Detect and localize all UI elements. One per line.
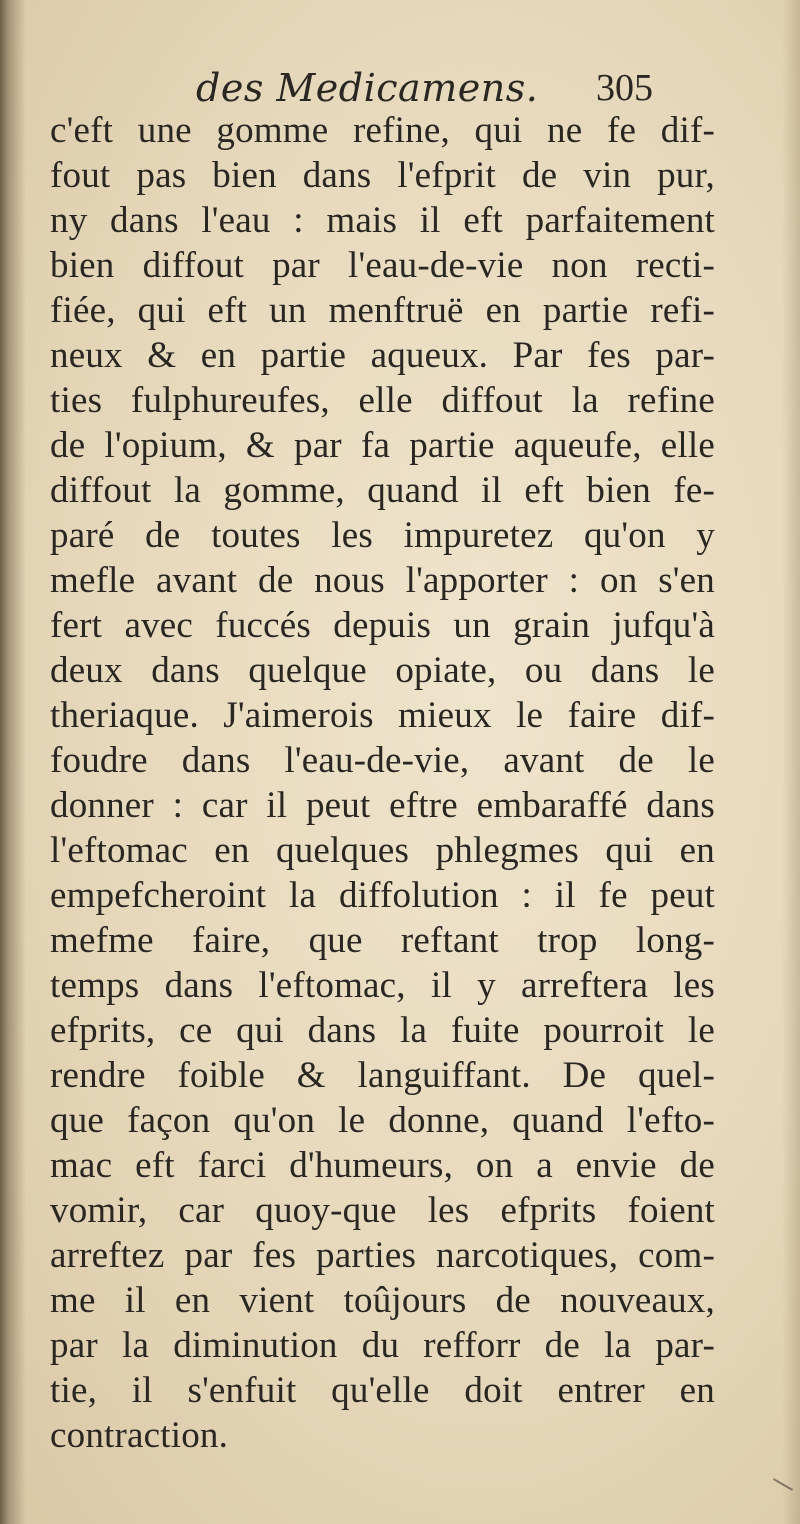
- text-line: que façon qu'on le donne, quand l'efto-: [50, 1100, 715, 1141]
- text-line: ties fulphureufes, elle diffout la refine: [50, 380, 715, 421]
- text-line: me il en vient toûjours de nouveaux,: [50, 1280, 715, 1321]
- text-line: theriaque. J'aimerois mieux le faire dif-: [50, 695, 715, 736]
- text-line: empefcheroint la diffolution : il fe peut: [50, 875, 715, 916]
- binding-gutter-shadow: [0, 0, 26, 1524]
- text-line: tie, il s'enfuit qu'elle doit entrer en: [50, 1370, 715, 1411]
- text-line: efprits, ce qui dans la fuite pourroit le: [50, 1010, 715, 1051]
- text-line: mefle avant de nous l'apporter : on s'en: [50, 560, 715, 601]
- text-line: l'eftomac en quelques phlegmes qui en: [50, 830, 715, 871]
- text-line: paré de toutes les impuretez qu'on y: [50, 515, 715, 556]
- text-line: rendre foible & languiffant. De quel-: [50, 1055, 715, 1096]
- text-line: arreftez par fes parties narcotiques, com-: [50, 1235, 715, 1276]
- text-line: bien diffout par l'eau-de-vie non recti-: [50, 245, 715, 286]
- text-line: c'eft une gomme refine, qui ne fe dif-: [50, 110, 715, 151]
- body-text: [50, 108, 715, 1458]
- page-edge-stain: [782, 0, 800, 1524]
- text-line: fiée, qui eft un menftruë en partie refi-: [50, 290, 715, 331]
- text-line: ny dans l'eau : mais il eft parfaitement: [50, 200, 715, 241]
- text-line: contraction.: [50, 1415, 229, 1456]
- text-line: de l'opium, & par fa partie aqueufe, elle: [50, 425, 715, 466]
- text-line: foudre dans l'eau-de-vie, avant de le: [50, 740, 715, 781]
- page-number: 305: [596, 67, 653, 109]
- text-line: fert avec fuccés depuis un grain jufqu'à: [50, 605, 715, 646]
- text-line: diffout la gomme, quand il eft bien fe-: [50, 470, 715, 511]
- text-line: deux dans quelque opiate, ou dans le: [50, 650, 715, 691]
- text-line: neux & en partie aqueux. Par fes par-: [50, 335, 715, 376]
- text-line: temps dans l'eftomac, il y arreftera les: [50, 965, 715, 1006]
- text-line: mac eft farci d'humeurs, on a envie de: [50, 1145, 715, 1186]
- text-line: par la diminution du refforr de la par-: [50, 1325, 715, 1366]
- text-line: vomir, car quoy-que les efprits foient: [50, 1190, 715, 1231]
- running-head-title: des Medicamens.: [196, 66, 539, 110]
- text-line: donner : car il peut eftre embaraffé dans: [50, 785, 715, 826]
- text-line: mefme faire, que reftant trop long-: [50, 920, 715, 961]
- text-line: fout pas bien dans l'efprit de vin pur,: [50, 155, 715, 196]
